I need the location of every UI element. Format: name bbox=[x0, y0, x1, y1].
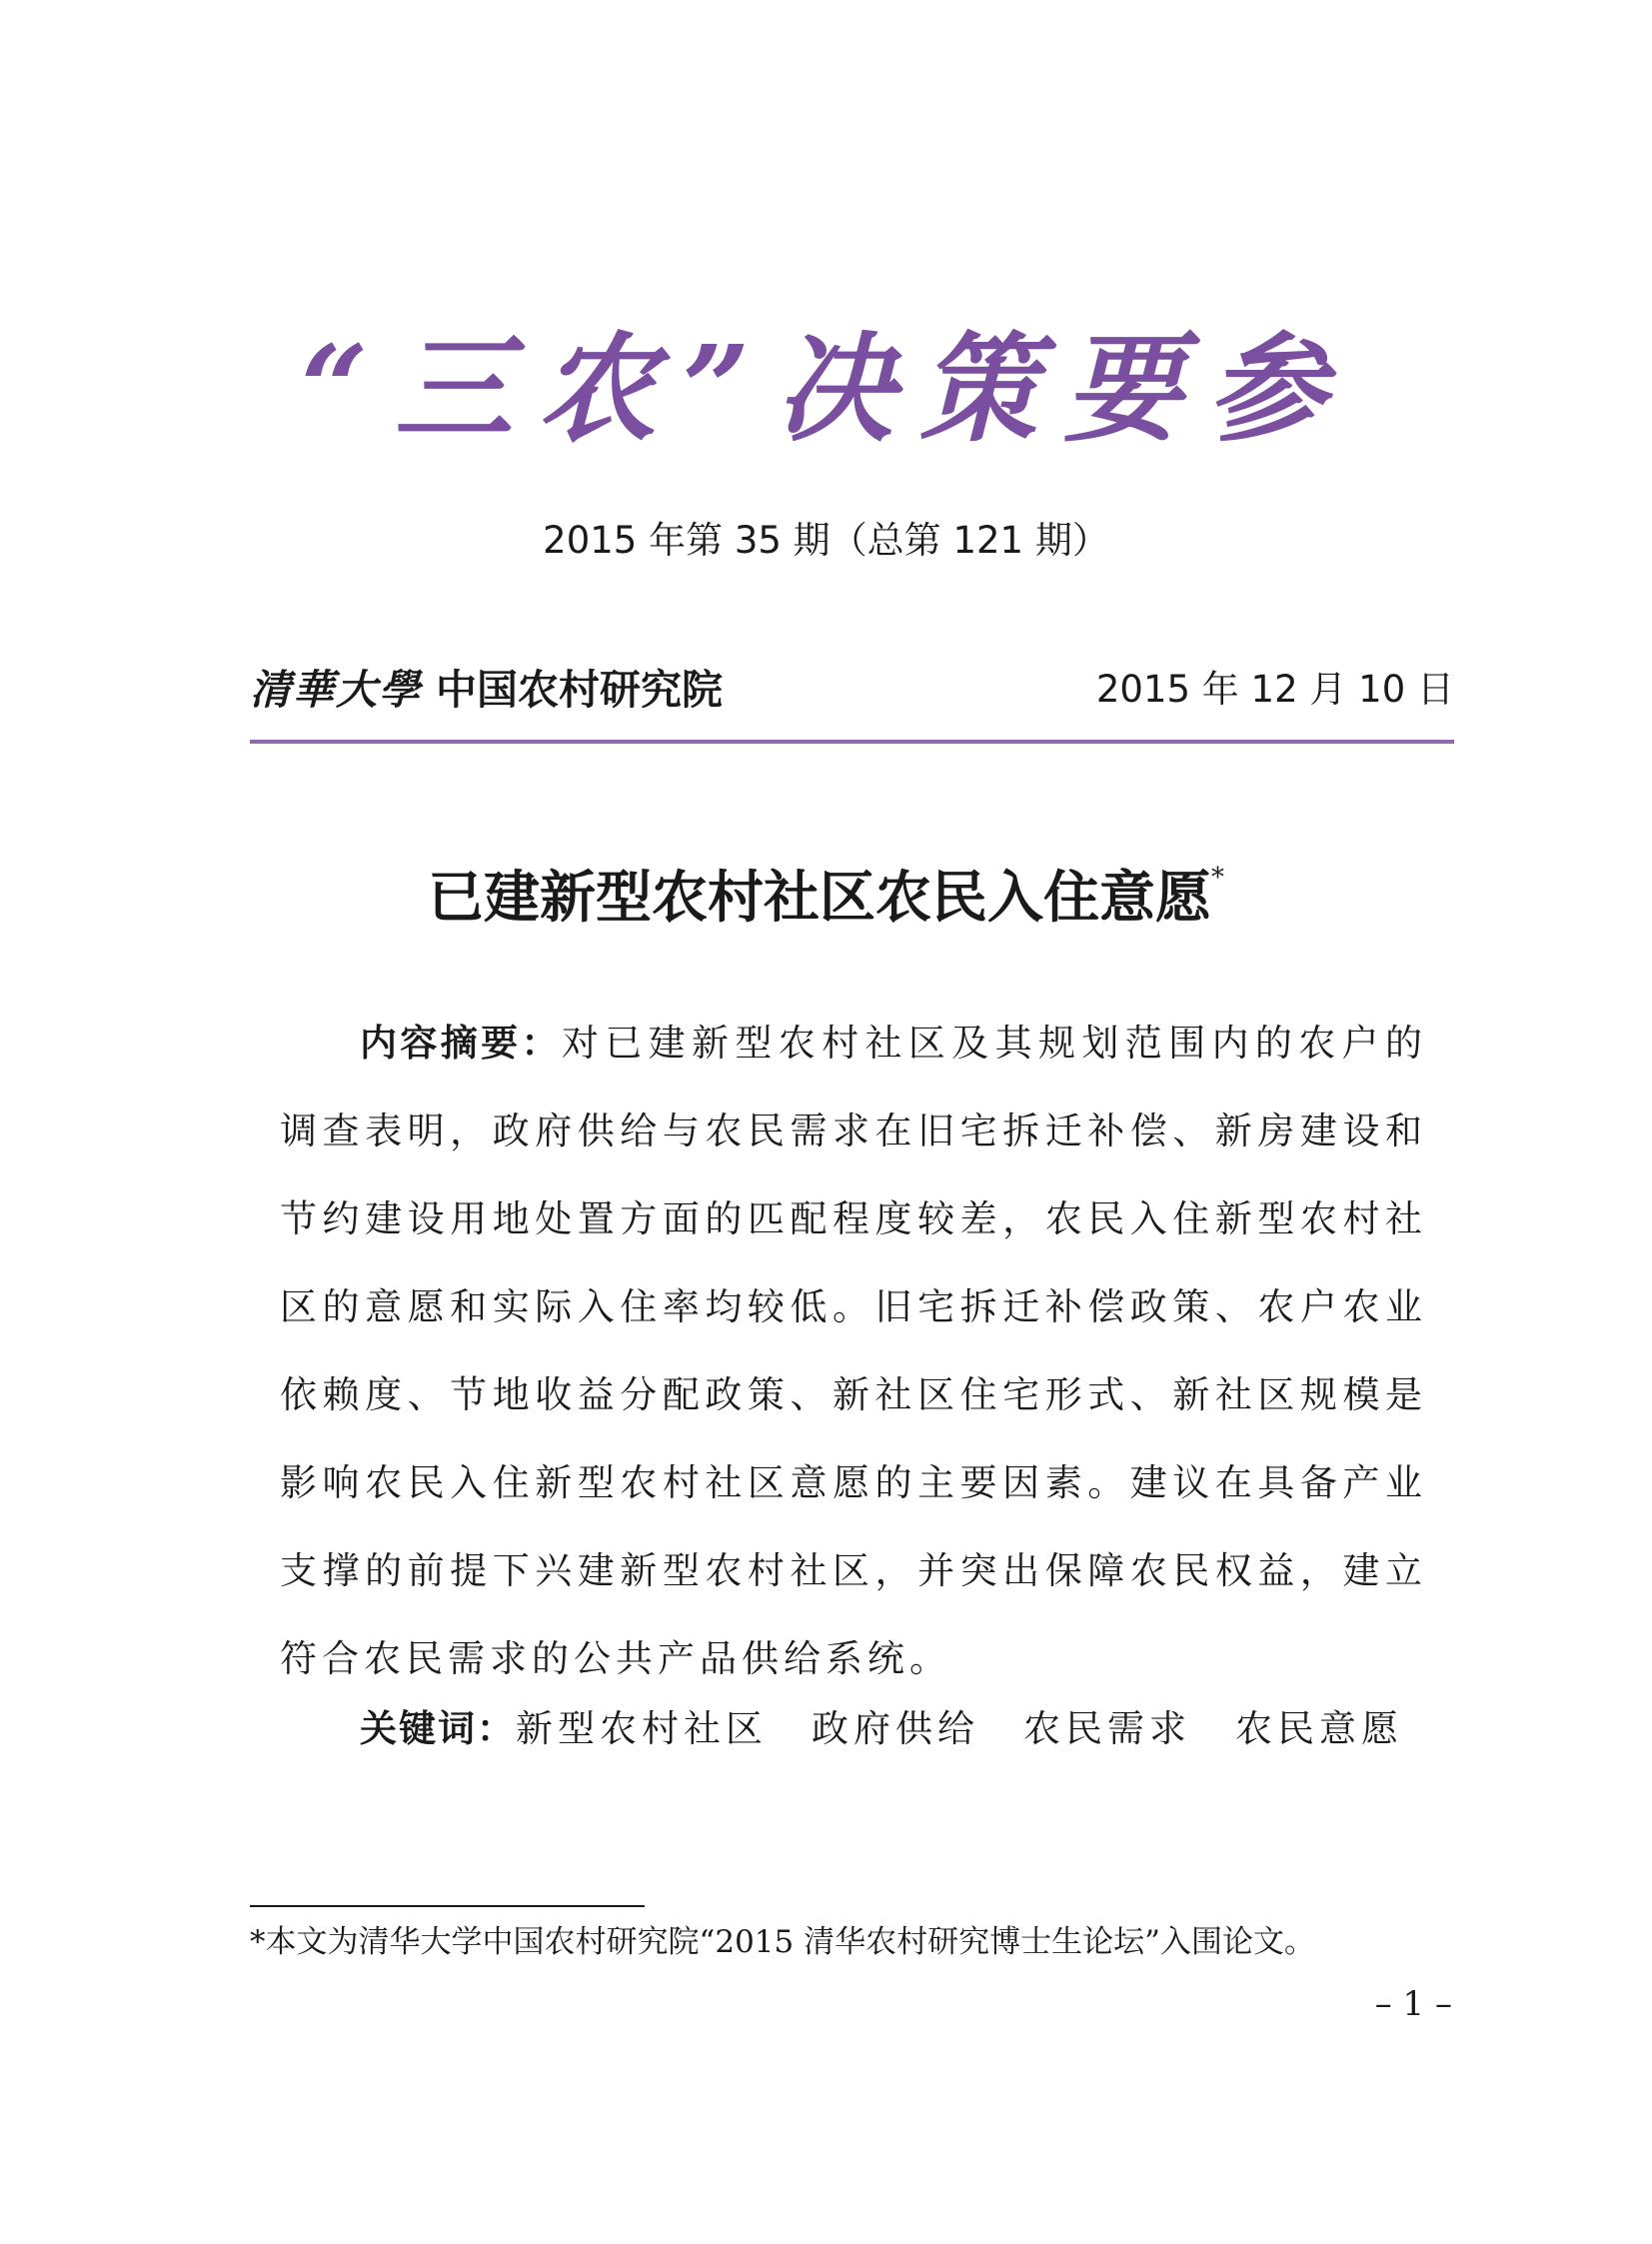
abstract-label: 内容摘要： bbox=[360, 1022, 562, 1065]
article-title-text: 已建新型农村社区农民入住意愿 bbox=[428, 865, 1211, 931]
issue-number: 2015 年第 35 期（总第 121 期） bbox=[543, 519, 1109, 562]
organization-name bbox=[250, 660, 723, 720]
keywords-label: 关键词： bbox=[360, 1707, 516, 1750]
article-title bbox=[0, 863, 1652, 931]
footnote: *本文为清华大学中国农村研究院“2015 清华农村研究博士生论坛”入围论文。 bbox=[250, 1924, 1315, 1960]
keyword-item: 新型农村社区 bbox=[516, 1707, 768, 1750]
university-logo-text: 清華大學 bbox=[250, 666, 422, 714]
keyword-item: 政府供给 bbox=[812, 1707, 979, 1750]
abstract-text: 对已建新型农村社区及其规划范围内的农户的调查表明，政府供给与农民需求在旧宅拆迁补偿、新房建设和节约建设用地处置方面的匹配程度较差，农民入住新型农村社区的意愿和实际入住率均较低。旧宅拆迁补偿政策、农户农业依赖度、节地收益分配政策、新社区住宅形式、新社区规模是影响农民入住新型农村社区意愿的主要因素。建议在具备产业支撑的前提下兴建新型农村社区，并突出保障农民权益，建立符合农民需求的公共产品供给系统。 bbox=[280, 1022, 1427, 1680]
footnote-marker: * bbox=[1211, 863, 1224, 893]
keyword-item: 农民需求 bbox=[1023, 1707, 1191, 1750]
publication-date: 2015 年 12 月 10 日 bbox=[1095, 668, 1454, 711]
org-row bbox=[250, 660, 1454, 720]
footnote-divider bbox=[250, 1905, 645, 1907]
institute-name: 中国农村研究院 bbox=[436, 666, 723, 714]
page-number: – 1 – bbox=[1374, 1984, 1452, 2024]
keywords-line bbox=[360, 1699, 1439, 1759]
masthead-title: “三农”决策要参 bbox=[300, 319, 1352, 458]
header-divider bbox=[250, 740, 1454, 744]
abstract-paragraph bbox=[280, 1000, 1427, 1703]
keyword-item: 农民意愿 bbox=[1235, 1707, 1403, 1750]
